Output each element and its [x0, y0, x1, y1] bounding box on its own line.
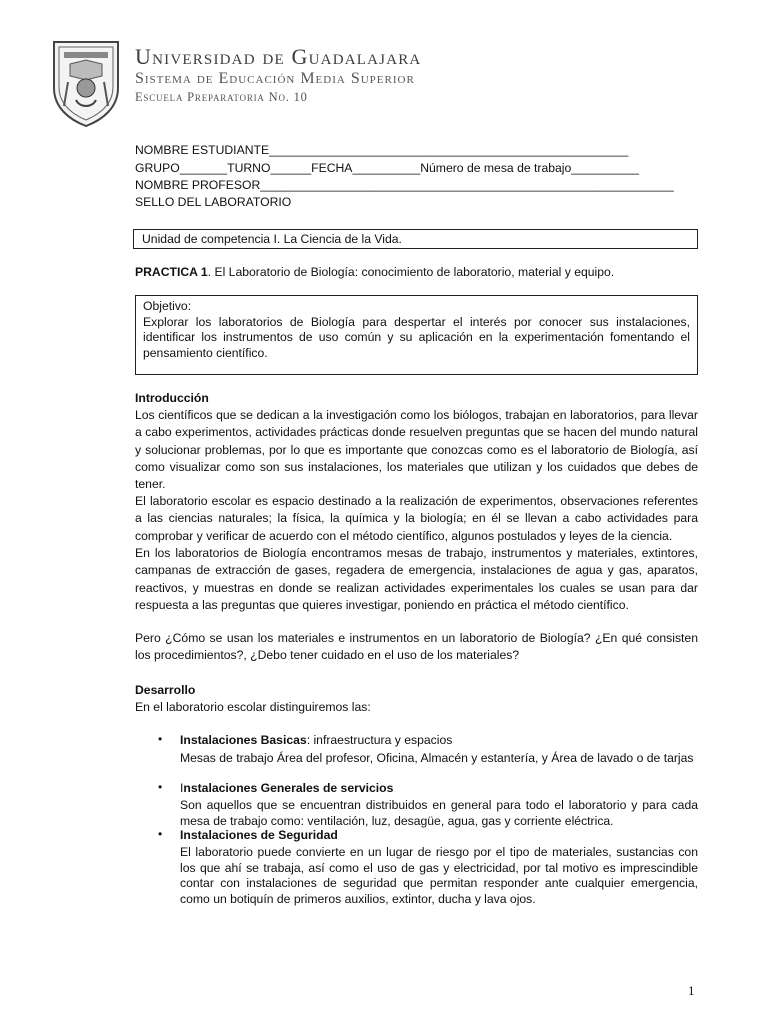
list-item-body: El laboratorio puede convierte en un lugar de riesgo por el tipo de materiales, sustancias con los que ahí se trabaja, así como el uso de gas y electricidad, por tal motivo es imprescindible contar con instalaciones de seguridad que permitan responder ante cualquier emergencia, como un botiquín de primeros auxilios, extintor, ducha y lava ojos.	[180, 845, 698, 906]
development-heading: Desarrollo	[135, 683, 196, 697]
objective-label: Objetivo:	[143, 299, 192, 313]
practice-title-text: . El Laboratorio de Biología: conocimiento de laboratorio, material y equipo.	[207, 265, 615, 279]
group-turn-date-field: GRUPO_______TURNO______FECHA__________Número de mesa de trabajo__________	[135, 161, 640, 175]
list-item-title: Instalaciones Generales de servicios	[180, 781, 394, 795]
university-name: Universidad de Guadalajara	[135, 44, 422, 69]
intro-paragraph-1: Los científicos que se dedican a la investigación como los biólogos, trabajan en laboratorios, para llevar a cabo experimentos, actividades prácticas donde resuelven preguntas que se hacen del mundo natural y solucionar problemas, por lo que es importante que conozcas como es el laboratorio de Biología, así como visualizar como son sus instalaciones, los materiales que utilizan y los cuidados que debes de tener.	[135, 408, 698, 492]
bullet-icon: •	[158, 732, 163, 746]
teacher-name-field: NOMBRE PROFESOR_____________________________________________________________	[135, 178, 674, 192]
competency-unit-text: Unidad de competencia I. La Ciencia de la Vida.	[142, 232, 402, 246]
objective-text: Explorar los laboratorios de Biología para despertar el interés por conocer sus instalaciones, identificar los instrumentos de uso común y su aplicación en la experimentación fomentando el pensamiento científico.	[143, 314, 690, 360]
bullet-icon: •	[158, 780, 163, 794]
practice-title	[135, 265, 614, 279]
list-item-body: Son aquellos que se encuentran distribuidos en general para todo el laboratorio y para cada mesa de trabajo como: ventilación, luz, desagüe, agua, gas y corriente eléctrica.	[180, 798, 698, 828]
list-item-title: Instalaciones de Seguridad	[180, 828, 338, 842]
development-intro: En el laboratorio escolar distinguiremos las:	[135, 700, 371, 714]
intro-paragraph-3: En los laboratorios de Biología encontramos mesas de trabajo, instrumentos y materiales, extintores, campanas de extracción de gases, regadera de emergencia, instalaciones de agua y gas, aparatos, reactivos, y muestras en donde se realizan actividades experimentales los cuales se usan para dar respuesta a las preguntas que quieres investigar, poniendo en práctica el método científico.	[135, 546, 698, 612]
university-seal-logo	[50, 36, 122, 128]
intro-paragraph-2: El laboratorio escolar es espacio destinado a la realización de experimentos, observaciones referentes a las ciencias naturales; la física, la química y la biología; en él se llevan a cabo actividades para comprobar y verificar de acuerdo con el método científico, algunos postulados y leyes de la ciencia.	[135, 494, 698, 543]
intro-question: Pero ¿Cómo se usan los materiales e instrumentos en un laboratorio de Biología? ¿En qué consisten los procedimientos?, ¿Debo tener cuidado en el uso de los materiales?	[135, 631, 698, 663]
practice-label: PRACTICA 1	[135, 265, 208, 279]
school-name: Escuela Preparatoria No. 10	[135, 90, 308, 104]
page-number: 1	[688, 983, 695, 998]
list-item-body: Mesas de trabajo Área del profesor, Oficina, Almacén y estantería, y Área de lavado o de tarjas	[180, 751, 694, 765]
system-name: Sistema de Educación Media Superior	[135, 70, 415, 87]
bullet-icon: •	[158, 827, 163, 841]
list-item-title: Instalaciones Basicas: infraestructura y espacios	[180, 733, 453, 747]
lab-stamp-field: SELLO DEL LABORATORIO	[135, 195, 292, 209]
competency-unit-box	[133, 229, 698, 249]
objective-box	[135, 295, 698, 375]
student-name-field: NOMBRE ESTUDIANTE_____________________________________________________	[135, 143, 629, 157]
introduction-heading: Introducción	[135, 391, 209, 405]
